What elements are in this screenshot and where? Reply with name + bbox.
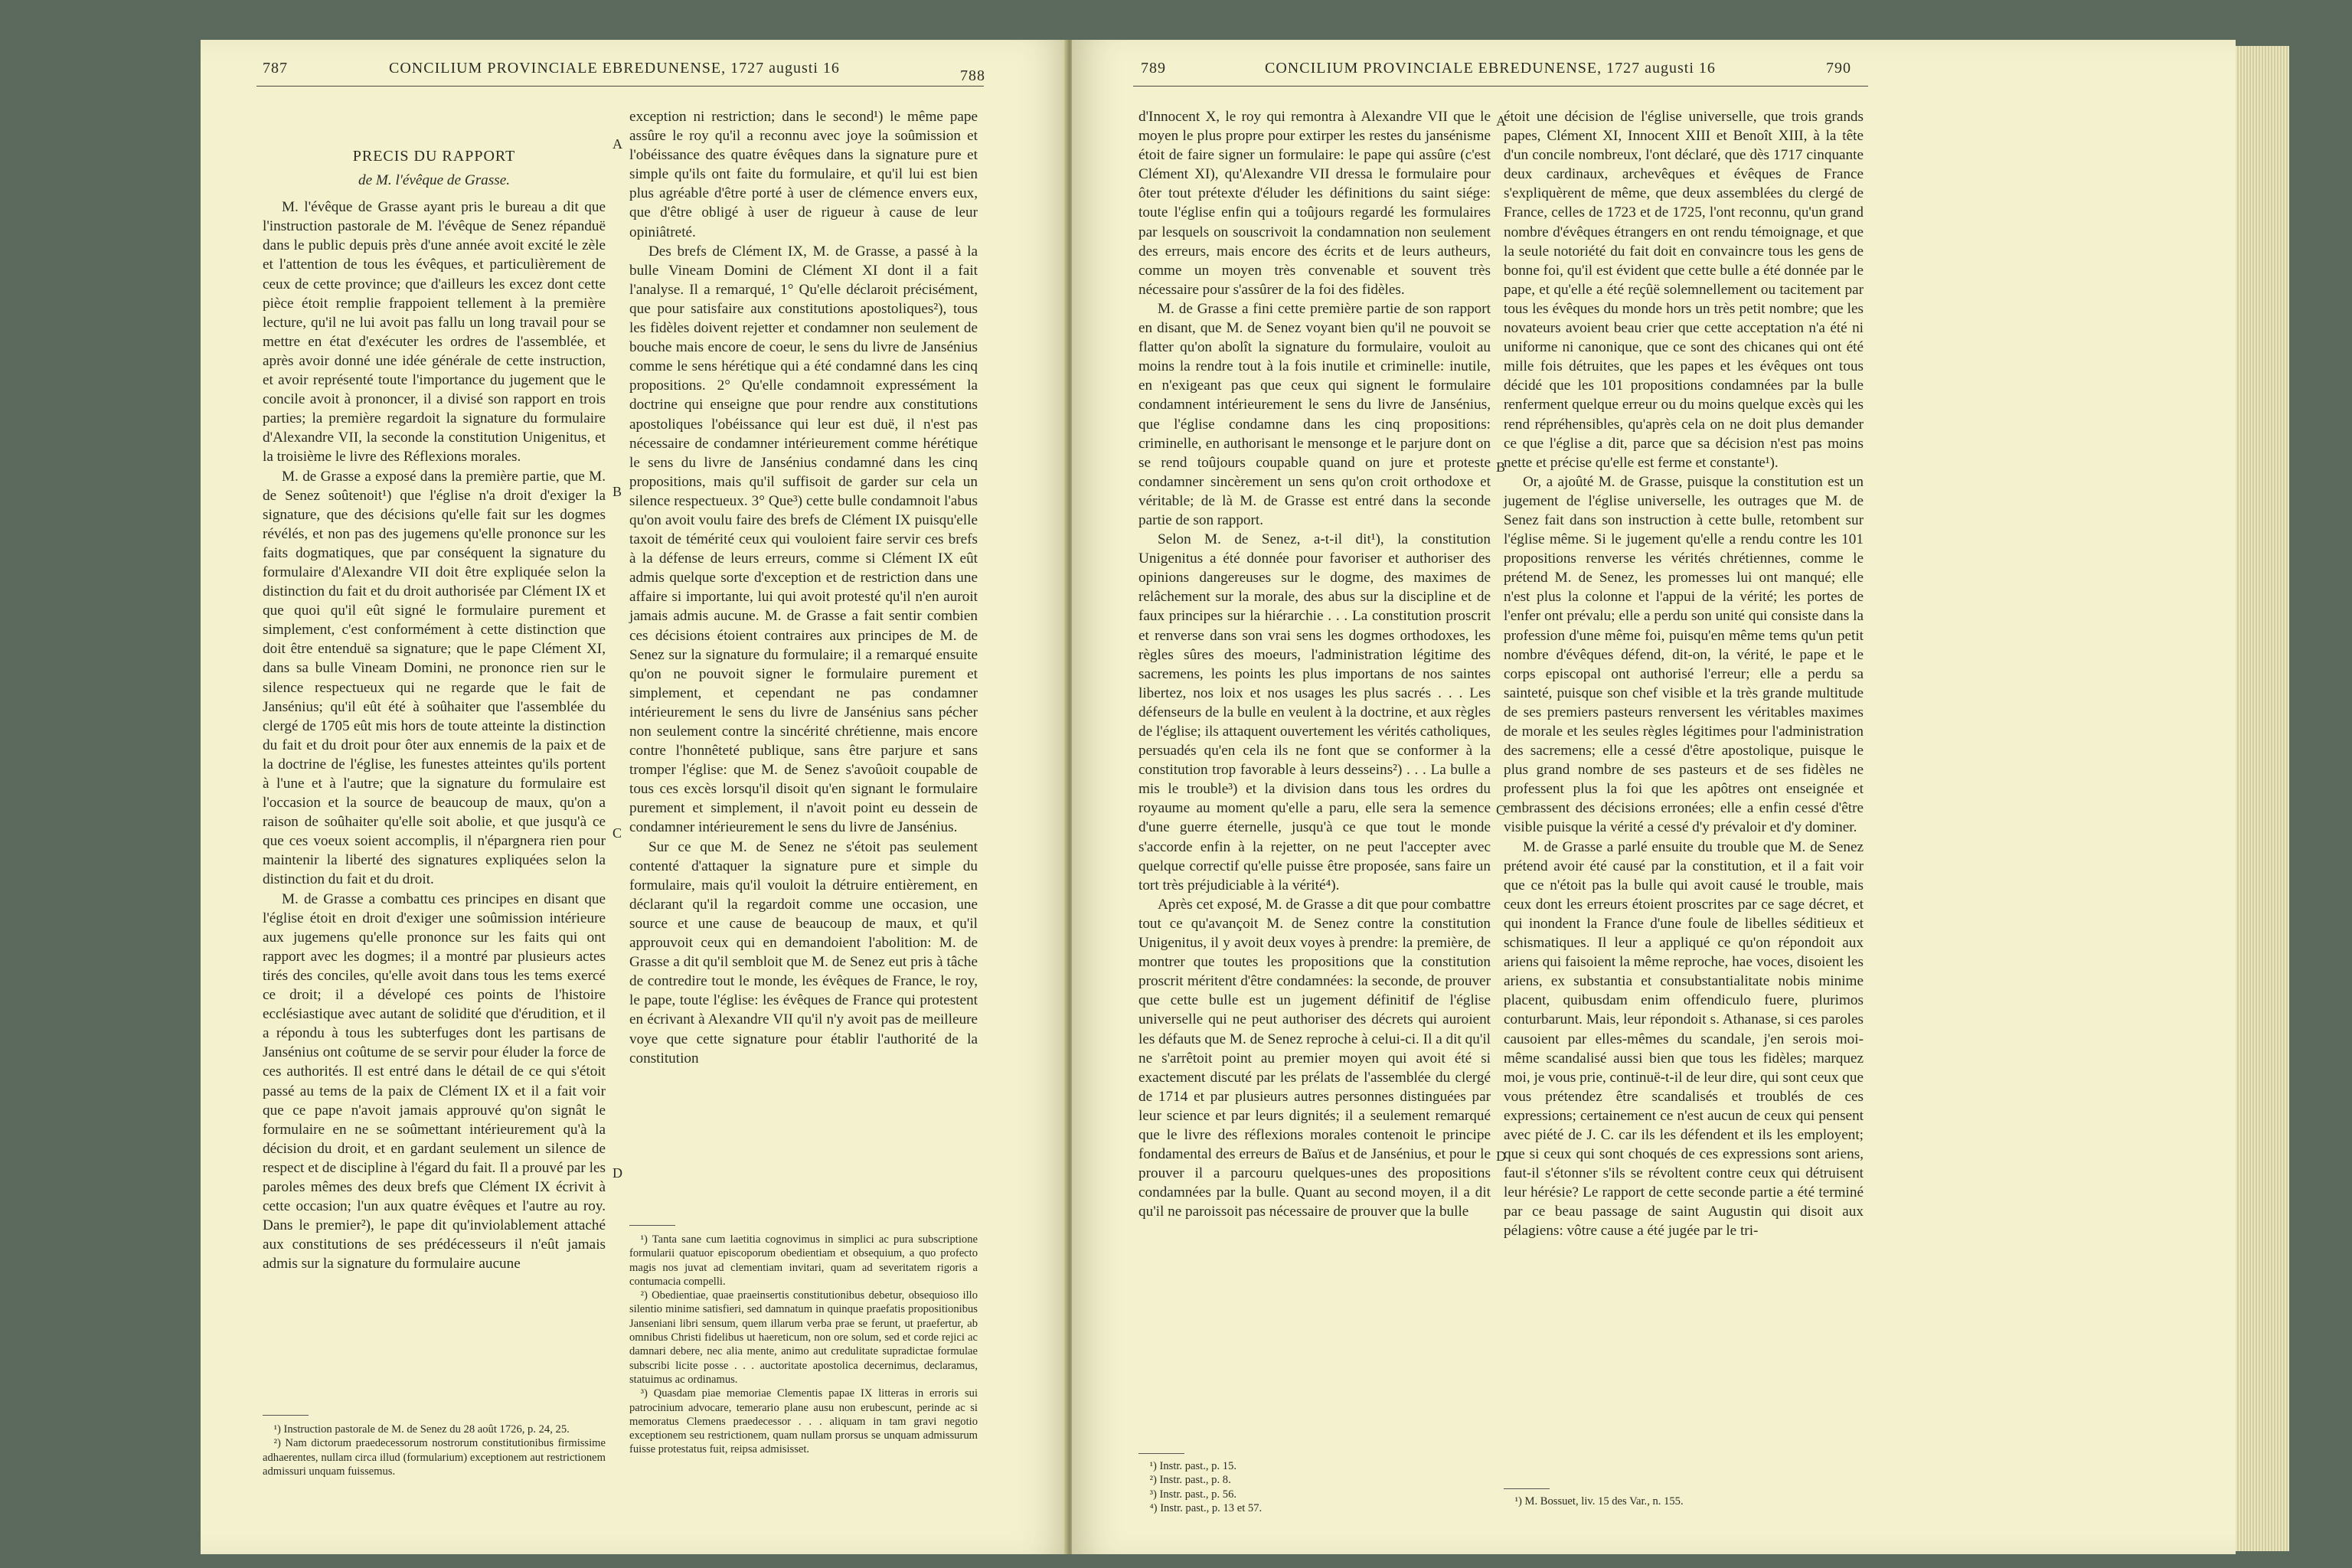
footnote: ⁴) Instr. past., p. 13 et 57. — [1149, 1501, 1263, 1514]
page-number-790: 790 — [1826, 60, 1851, 77]
paragraph: Des brefs de Clément IX, M. de Grasse, a passé à la bulle Vineam Domini de Clément XI dont il a fait l'analyse. Il a remarqué, 1° Qu'elle déclaroit précisément, que pour satisfaire aux constitutions apostoliques²), tous les fidèles doivent rejetter et condamner non seulement de bouche mais encore de coeur, le sens du livre de Jansénius comme le sens hérétique qui a été condamné dans les cinq propositions. 2° Qu'elle condamnoit expressément la doctrine qui enseigne que pour rendre aux constitutions apostoliques l'obéissance qui leur est duë, il n'est pas nécessaire de condamner intérieurement comme hérétique le sens du livre de Jansénius condamné dans les cinq propositions, mais qu'il suffisoit de garder sur cela un silence respectueux. 3° Que³) cette bulle condamnoit l'abus qu'on avoit voulu faire des brefs de Clément IX puisqu'elle taxoit de témérité ceux qui vouloient faire servir ces brefs à la défense de leurs erreurs, comme si Clément IX eût admis quelque sorte d'exception et de restriction dans une affaire si importante, lui qui avoit protesté qu'il n'en auroit jamais admis aucune. M. de Grasse a fait sentir combien ces décisions étoient contraires aux principes de M. de Senez sur la signature du formulaire; il a remarqué ensuite qu'on ne pouvoit signer le formulaire purement et simplement, et cependant ne pas condamner intérieurement le sens du livre de Jansénius sans pécher non seulement contre la sincérité chrétienne, mais encore contre l'honnêteté publique, sans être parjure et sans tromper l'église: que M. de Senez s'avoûoit coupable de tous ces excès lorsqu'il disoit qu'en signant le formulaire purement et simplement, il n'avoit point eu dessein de condamner intérieurement le sens du livre de Jansénius. — [629, 243, 978, 836]
paragraph: exception ni restriction; dans le second¹) le même pape assûre le roy qu'il a reconnu avec joye la soûmission et l'obéissance des quatre évêques dans la signature pure et simple qu'ils ont faite du formulaire, et qu'il lui est bien plus agréable d'être porté à user de clémence envers eux, que d'être obligé à user de rigueur à cause de leur opiniâtreté. — [629, 109, 978, 240]
footnotes-col-1 — [263, 1423, 606, 1478]
footnotes-col-4 — [1504, 1494, 1864, 1508]
header-rule-left — [256, 86, 984, 87]
paragraph: d'Innocent X, le roy qui remontra à Alexandre VII que le moyen le plus propre pour extirper les restes du jansénisme étoit de faire signer un formulaire: le pape qui assûre (c'est Clément XI), qu'Alexandre VII dressa le formulaire pour ôter tout prétexte d'éluder les définitions du saint siége: toute l'église enfin qui a toûjours regardé les formulaires par lesquels on souscrivoit la condamnation non seulement des erreurs, mais encore des écrits et de leurs autheurs, comme un moyen très convenable et souvent très nécessaire pour s'assûrer de la foi des fidèles. — [1138, 109, 1491, 298]
paragraph: étoit une décision de l'église universelle, que trois grands papes, Clément XI, Innocent XIII et Benoît XIII, à la tête d'un concile nombreux, l'ont déclaré, que dès 1717 cinquante deux cardinaux, archevêques et évêques de France s'expliquèrent de même, que deux assemblées du clergé de France, celles de 1723 et de 1725, l'ont reconnu, qu'un grand nombre d'évêques étrangers en ont rendu témoignage, et que la seule notoriété du fait doit en convaincre tous les gens de bonne foi, qu'il est évident que cette bulle a été donnée par le pape, et qu'elle a été reçûë solemnellement ou tacitement par tous les évêques du monde hors un très petit nombre; que les novateurs avoient beau crier que cette acceptation n'a été ni uniforme ni canonique, que ce sont des chicanes qui ont été mille fois détruites, que les papes et les évêques ont tous décidé que les 101 propositions condamnées par la bulle renferment quelque erreur ou du moins quelque excès qui les rend répréhensibles, qu'après cela on ne doit plus demander ce que l'église a dit, parce que sa décision n'est pas moins nette et précise qu'elle est ferme et constante¹). — [1504, 109, 1864, 471]
page-number-789: 789 — [1141, 60, 1166, 77]
paragraph: Or, a ajoûté M. de Grasse, puisque la constitution est un jugement de l'église universelle, les outrages que M. de Senez fait dans son instruction à cette bulle, retombent sur l'église même. Si le jugement qu'elle a rendu contre les 101 propositions renverse les vérités chrétiennes, comme le prétend M. de Senez, les promesses lui ont manqué; elle n'est plus la colonne et l'appui de la vérité; les portes de l'enfer ont prévalu; elle a perdu son unité qui consiste dans la profession d'une même foi, puisqu'en même tems qu'un petit nombre d'évêques défend, dit-on, la vérité, le pape et le corps episcopal ont authorisé l'erreur; elle a perdu sa sainteté, puisque son chef visible et la très grande multitude de ses premiers pasteurs renversent les véritables maximes de morale et les seules règles légitimes pour l'administration des sacremens; elle a cessé d'être apostolique, puisque le plus grand nombre de ses pasteurs et de ses fidèles ne professent plus la foi que les apôtres ont enseignée et embrassent des décisions erronées; elle a enfin cessé d'être visible puisque la vérité a cessé d'y prévaloir et d'y dominer. — [1504, 473, 1864, 836]
paragraph: Selon M. de Senez, a-t-il dit¹), la constitution Unigenitus a été donnée pour favoriser et authoriser des opinions dangereuses sur le dogme, des maximes de relâchement sur la morale, des abus sur la discipline et de faux principes sur la hiérarchie . . . La constitution proscrit et renverse dans son vrai sens les dogmes orthodoxes, les règles sûres des moeurs, l'administration légitime des sacremens, les points les plus importans de nos saintes libertez, nos loix et nos usages les plus sacrés . . . Les défenseurs de la bulle en veulent à la doctrine, et aux règles de l'église; ils attaquent ouvertement les vérités catholiques, persuadés qu'en cela ils ne font que se conformer à la constitution trop favorable à leurs desseins²) . . . La bulle a mis le trouble³) et la division dans tous les ordres du royaume au moment qu'elle a paru, elle sera la semence d'une guerre éternelle, jusqu'à ce que tout le monde s'accorde enfin à la rejetter, on ne peut l'accepter avec quelque correctif qu'elle puisse être proposée, sans faire un tort très préjudiciable à la vérité⁴). — [1138, 531, 1491, 893]
footnote: ¹) Instruction pastorale de M. de Senez du 28 août 1726, p. 24, 25. — [273, 1423, 570, 1436]
column-3 — [1138, 107, 1491, 1221]
margin-letter-a: A — [612, 136, 622, 152]
footnote: ²) Instr. past., p. 8. — [1149, 1474, 1231, 1487]
page-number-787: 787 — [263, 60, 288, 77]
report-subheading: de M. l'évêque de Grasse. — [358, 172, 511, 189]
paragraph: Sur ce que M. de Senez ne s'étoit pas seulement contenté d'attaquer la signature pure et simple du formulaire, mais qu'il vouloit la détruire entièrement, en déclarant qu'il la regardoit comme une occasion, une source et une cause de beaucoup de maux, et qu'il approuvoit ceux qui en demandoient l'abolition: M. de Grasse a dit qu'il sembloit que M. de Senez eut pris à tâche de contredire tout le monde, les évêques de France, le roy, le pape, toute l'église: les évêques de France qui protestent en écrivant à Alexandre VII qu'il n'y avoit pas de meilleure voye que cette signature pour établir l'authorité de la constitution — [629, 838, 978, 1067]
margin-letter-a-right: A — [1496, 113, 1506, 129]
footnotes-col-2 — [629, 1233, 978, 1457]
page-number-788: 788 — [960, 67, 985, 84]
footnote: ³) Quasdam piae memoriae Clementis papae IX litteras in erroris sui patrocinium advocare, temerario plane ausu non erubescunt, perinde ac si memoratus Clemens praedecessor . . . aliquam in tam gravi negotio exceptionem seu restrictionem, quam nullam prorsus se unquam admissurum fuisse protestatus fuit, reipsa admisisset. — [629, 1387, 978, 1456]
running-head-right: CONCILIUM PROVINCIALE EBREDUNENSE, 1727 augusti 16 — [1265, 60, 1716, 77]
margin-letter-b-right: B — [1496, 459, 1506, 475]
column-2 — [629, 107, 978, 1068]
footnote: ²) Nam dictorum praedecessorum nostrorum constitutionibus firmissime adhaerentes, nullam circa illud (formularium) exceptionem aut restrictionem admissuri unquam fuissemus. — [263, 1437, 606, 1478]
footnote-rule — [263, 1415, 309, 1416]
column-1 — [263, 107, 606, 1273]
header-rule-right — [1133, 86, 1868, 87]
column-4 — [1504, 107, 1864, 1241]
paragraph: M. l'évêque de Grasse ayant pris le bureau a dit que l'instruction pastorale de M. l'évêque de Senez répanduë dans le public depuis près d'une année avoit excité le zèle et l'attention de tous les évêques, et particulièrement de ceux de cette province; que d'ailleurs les excez dont cette pièce étoit remplie frappoient tellement à la première lecture, qu'il ne lui avoit pas fallu un long travail pour se mettre en état d'exécuter les ordres de l'assemblée, et après avoir donné une idée générale de cette instruction, et avoir représenté toute l'importance du jugement que le concile avoit à prononcer, il a divisé son rapport en trois parties; la première regardoit la signature du formulaire d'Alexandre VII, la seconde la constitution Unigenitus, et la troisième le livre des Réflexions morales. — [263, 199, 606, 466]
footnote: ¹) Tanta sane cum laetitia cognovimus in simplici ac pura subscriptione formularii quatuor episcoporum obedientiam et obsequium, a quo profecto magis nos juvat ad clementiam invitari, quam ad severitatem rigoris a contumacia compelli. — [629, 1233, 978, 1288]
margin-letter-d: D — [612, 1165, 622, 1181]
margin-letter-c: C — [612, 825, 622, 841]
page-edges — [2236, 46, 2289, 1551]
running-head-left: CONCILIUM PROVINCIALE EBREDUNENSE, 1727 augusti 16 — [389, 60, 840, 77]
paragraph: M. de Grasse a fini cette première partie de son rapport en disant, que M. de Senez voyant bien qu'il ne pouvoit se flatter qu'on abolît la signature du formulaire, vouloit au moins la rendre tout à la fois inutile et criminelle: inutile, en n'exigeant pas que ceux qui signent le formulaire condamnent intérieurement le sens du livre de Jansénius, que l'église condamne dans les cinq propositions: criminelle, en authorisant le mensonge et le parjure dont on se rend toûjours coupable quand on jure et proteste condamner sincèrement un sens qu'on croit orthodoxe et véritable; de là M. de Grasse est entré dans la seconde partie de son rapport. — [1138, 300, 1491, 528]
margin-letter-d-right: D — [1496, 1148, 1506, 1164]
footnote: ¹) M. Bossuet, liv. 15 des Var., n. 155. — [1514, 1495, 1684, 1508]
footnote-rule — [1138, 1453, 1184, 1454]
footnotes-col-3 — [1138, 1459, 1491, 1515]
margin-letter-b: B — [612, 484, 622, 499]
paragraph: M. de Grasse a parlé ensuite du trouble que M. de Senez prétend avoir été causé par la constitution, et il a fait voir que ce n'étoit pas la bulle qui avoit causé le trouble, mais ceux dont les erreurs étoient proscrites par ce sage décret, et qui inondent la France d'une foule de libelles séditieux et schismatiques. Il leur a appliqué ce qu'on répondoit aux ariens qui faisoient la même reproche, hae voces, disoient les ariens, ex substantia et consubstantialitate nobis minime placent, quibusdam enim offendiculo fuere, plurimos conturbarunt. Mais, leur répondoit s. Athanase, si ces paroles causoient par elles-mêmes du scandale, j'en serois moi-même scandalisé aussi bien que tous les fidèles; marquez moi, je vous prie, continuë-t-il de leur dire, qui sont ceux que vous prétendez être scandalisés et troublés de ces expressions; certainement ce n'est aucun de ceux qui pensent avec piété de J. C. car ils les défendent et ils les employent; que si ceux qui sont choqués de ces expressions sont ariens, faut-il s'étonner s'ils se révoltent contre ceux qui détruisent leur hérésie? Le rapport de cette seconde partie a été terminé par ce beau passage de saint Augustin qui disoit aux pélagiens: vôtre cause a été jugée par le tri- — [1504, 838, 1864, 1240]
margin-letter-c-right: C — [1496, 802, 1506, 818]
footnote: ¹) Instr. past., p. 15. — [1149, 1460, 1237, 1472]
paragraph: Après cet exposé, M. de Grasse a dit que pour combattre tout ce qu'avançoit M. de Senez contre la constitution Unigenitus, il y avoit deux voyes à prendre: la première, de montrer que toutes les propositions que la constitution proscrit méritent d'être condamnées: la seconde, de prouver que cette bulle est un jugement définitif de l'église universelle qui ne peut authoriser des décrets qui auroient les défauts que M. de Senez reproche à celui-ci. Il a dit qu'il ne s'arrêtoit point au premier moyen qui avoit été si exactement discuté par les prélats de l'assemblée du clergé de 1714 et par plusieurs autres personnes distinguées par leur science et par leurs dignités; il a seulement remarqué que le livre des réflexions morales contenoit le principe fondamental des erreurs de Baïus et de Jansénius, et pour le prouver il a parcouru quelques-unes des propositions condamnées par la bulle. Quant au second moyen, il a dit qu'il ne paroissoit pas nécessaire de prouver que la bulle — [1138, 896, 1491, 1220]
footnote: ²) Obedientiae, quae praeinsertis constitutionibus debetur, obsequioso illo silentio minime satisfieri, sed damnatum in quinque praefatis propositionibus Janseniani libri sensum, quem illarum verba prae se ferunt, ut praefertur, ab omnibus Christi fidelibus ut haereticum, non ore solum, sed et corde rejici ac damnari debere, nec alia mente, animo aut credulitate supradictae formulae subscribi licite posse . . . auctoritate apostolica decernimus, declaramus, statuimus ac ordinamus. — [629, 1289, 978, 1386]
footnote-rule — [629, 1225, 675, 1226]
footnote: ³) Instr. past., p. 56. — [1149, 1488, 1237, 1501]
paragraph: M. de Grasse a exposé dans la première partie, que M. de Senez soûtenoit¹) que l'église n'a droit d'exiger la signature, que des décisions qu'elle fait sur les dogmes révélés, et non pas des jugemens qu'elle prononce sur les faits dogmatiques, que par conséquent la signature du formulaire d'Alexandre VII doit être expliquée selon la distinction du fait et du droit authorisée par Clément IX et que quoi qu'il eût signé le formulaire purement et simplement, c'est conformément à cette distinction que doit être entenduë sa signature; que le pape Clément XI, dans sa bulle Vineam Domini, ne prononce rien sur le silence respectueux qui ne regarde que le fait de Jansénius; qu'il eût été à soûhaiter que l'assemblée du clergé de 1705 eût mis hors de toute atteinte la distinction du fait et du droit pour ôter aux ennemis de la paix et de la doctrine de l'église, les funestes atteintes qu'ils portent à l'une et à l'autre; que la signature du formulaire est l'occasion et la source de beaucoup de maux, qu'on a raison de soûhaiter qu'elle soit abolie, et que jusqu'à ce que ces voeux soient accomplis, il n'épargnera rien pour maintenir la liberté des signatures expliquées selon la distinction du fait et du droit. — [263, 468, 606, 888]
footnote-rule — [1504, 1488, 1550, 1489]
report-heading: PRECIS DU RAPPORT — [352, 148, 516, 165]
paragraph: M. de Grasse a combattu ces principes en disant que l'église étoit en droit d'exiger une soûmission intérieure aux jugemens qu'elle prononce sur les faits qui ont rapport avec les dogmes; il a montré par plusieurs actes tirés des conciles, qu'elle avoit dans tous les tems exercé ce droit; il a dévelopé ces points de l'histoire ecclésiastique avec autant de solidité que d'érudition, et il a répondu à tous les subterfuges dont les partisans de Jansénius ont coûtume de se servir pour éluder la force de ces authorités. Il est entré dans le détail de ce qui s'étoit passé au tems de la paix de Clément IX et il a fait voir que ce pape n'avoit jamais approuvé qu'on signât le formulaire en ne se soûmettant intérieurement qu'à la décision du droit, et en gardant seulement un silence de respect et de discipline à l'égard du fait. Il a prouvé par les paroles mêmes des deux brefs que Clément IX écrivit à cette occasion; l'un aux quatre évêques et l'autre au roy. Dans le premier²), le pape dit qu'inviolablement attaché aux constitutions de ses prédécesseurs il n'eût jamais admis sur la signature du formulaire aucune — [263, 890, 606, 1272]
